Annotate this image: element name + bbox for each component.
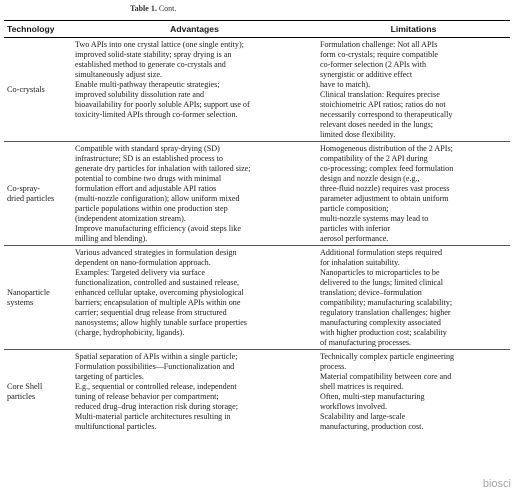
- advantages-line: improved solid-state stability; spray drying is an: [75, 50, 232, 59]
- table-row: [4, 142, 510, 246]
- limitations-cell: [317, 350, 510, 434]
- table-header-row: [4, 21, 510, 38]
- limitations-line: Often, multi-step manufacturing: [320, 392, 425, 401]
- limitations-line: three-fluid nozzle) requires vast process: [320, 184, 450, 193]
- technology-cell: [4, 350, 72, 434]
- table-row: [4, 350, 510, 434]
- advantages-line: Two APIs into one crystal lattice (one single entity);: [75, 40, 244, 49]
- advantages-line: Enable multi-pathway therapeutic strategies;: [75, 80, 220, 89]
- limitations-line: multi-nozzle systems may lead to: [320, 214, 429, 223]
- technology-line: Nanoparticle: [7, 288, 50, 297]
- technology-cell: [4, 142, 72, 246]
- table-caption: [130, 4, 176, 13]
- technology-line: Co-crystals: [7, 85, 45, 94]
- limitations-line: Material compatibility between core and: [320, 372, 452, 381]
- advantages-line: Formulation possibilities—Functionalization and: [75, 362, 235, 371]
- advantages-line: infrastructure; SD is an established process to: [75, 154, 223, 163]
- advantages-line: multifunctional particles.: [75, 422, 157, 431]
- limitations-line: relevant doses needed in the lungs;: [320, 120, 434, 129]
- advantages-line: improved solubility dissolution rate and: [75, 90, 205, 99]
- limitations-line: limited dose flexibility.: [320, 130, 396, 139]
- limitations-line: stoichiometric API ratios; ratios do not: [320, 100, 446, 109]
- limitations-line: parameter adjustment to obtain uniform: [320, 194, 449, 203]
- advantages-line: (charge, hydrophobicity, ligands).: [75, 328, 185, 337]
- limitations-line: Clinical translation: Requires precise: [320, 90, 440, 99]
- advantages-line: enhanced cellular uptake, overcoming physiological: [75, 288, 244, 297]
- limitations-line: translation; device–formulation: [320, 288, 422, 297]
- advantages-line: Spatial separation of APIs within a single particle;: [75, 352, 238, 361]
- technology-line: Core Shell: [7, 382, 43, 391]
- limitations-line: manufacturing, production cost.: [320, 422, 424, 431]
- technology-line: systems: [7, 298, 34, 307]
- limitations-cell: [317, 246, 510, 350]
- advantages-line: milling and blending).: [75, 234, 148, 243]
- header-advantages: Advantages: [72, 21, 317, 38]
- advantages-line: tuning of release behavior per compartment;: [75, 392, 219, 401]
- limitations-line: for inhalation suitability.: [320, 258, 400, 267]
- limitations-line: aerosol performance.: [320, 234, 389, 243]
- advantages-line: simultaneously adjust size.: [75, 70, 162, 79]
- comparison-table: [4, 20, 510, 433]
- limitations-line: design and nozzle design (e.g.,: [320, 174, 420, 183]
- technology-line: Co-spray-: [7, 184, 41, 193]
- advantages-line: Compatible with standard spray-drying (SD): [75, 144, 220, 153]
- table-continued-label: Cont.: [158, 4, 177, 13]
- advantages-line: (multi-nozzle configuration); allow uniform mixed: [75, 194, 240, 203]
- advantages-line: bioavailability for poorly soluble APIs; support use of: [75, 100, 250, 109]
- limitations-line: delivered to the lungs; limited clinical: [320, 278, 443, 287]
- advantages-line: (independent atomization stream).: [75, 214, 186, 223]
- advantages-line: targeting of particles.: [75, 372, 144, 381]
- advantages-cell: [72, 246, 317, 350]
- advantages-line: Multi-material particle architectures resulting in: [75, 412, 231, 421]
- advantages-line: Improve manufacturing efficiency (avoid steps like: [75, 224, 241, 233]
- limitations-cell: [317, 142, 510, 246]
- table-body: [4, 38, 510, 434]
- limitations-line: shell matrices is required.: [320, 382, 404, 391]
- limitations-line: regulatory translation challenges; higher: [320, 308, 451, 317]
- limitations-line: of manufacturing processes.: [320, 338, 412, 347]
- table-row: [4, 38, 510, 142]
- limitations-line: compatibility; manufacturing scalability;: [320, 298, 453, 307]
- limitations-line: Nanoparticles to microparticles to be: [320, 268, 440, 277]
- limitations-line: manufacturing complexity associated: [320, 318, 441, 327]
- advantages-line: Various advanced strategies in formulation design: [75, 248, 237, 257]
- limitations-line: particle composition;: [320, 204, 389, 213]
- technology-cell: [4, 246, 72, 350]
- advantages-line: generate dry particles for inhalation with tailored size;: [75, 164, 251, 173]
- advantages-cell: [72, 38, 317, 142]
- advantages-line: functionalization, controlled and sustained release,: [75, 278, 240, 287]
- advantages-cell: [72, 350, 317, 434]
- limitations-line: Technically complex particle engineering: [320, 352, 455, 361]
- technology-line: particles: [7, 392, 36, 401]
- table-row: [4, 246, 510, 350]
- limitations-line: synergistic or additive effect: [320, 70, 413, 79]
- limitations-line: with higher production cost; scalability: [320, 328, 447, 337]
- limitations-line: co-processing; complex feed formulation: [320, 164, 454, 173]
- header-limitations: Limitations: [317, 21, 510, 38]
- technology-line: dried particles: [7, 194, 55, 203]
- limitations-line: necessarily correspond to therapeutically: [320, 110, 453, 119]
- advantages-line: formulation effort and adjustable API ratios: [75, 184, 217, 193]
- advantages-cell: [72, 142, 317, 246]
- advantages-line: established method to generate co-crystals and: [75, 60, 226, 69]
- limitations-line: process.: [320, 362, 347, 371]
- advantages-line: reduced drug–drug interaction risk during storage;: [75, 402, 238, 411]
- limitations-cell: [317, 38, 510, 142]
- header-technology: Technology: [4, 21, 72, 38]
- limitations-line: form co-crystals; require compatible: [320, 50, 438, 59]
- limitations-line: particles with inferior: [320, 224, 391, 233]
- technology-cell: [4, 38, 72, 142]
- advantages-line: particle populations within one production step: [75, 204, 228, 213]
- limitations-line: Scalability and large-scale: [320, 412, 406, 421]
- limitations-line: Additional formulation steps required: [320, 248, 443, 257]
- table-label: Table 1.: [130, 4, 157, 13]
- advantages-line: potential to combine two drugs with minimal: [75, 174, 222, 183]
- advantages-line: Examples: Targeted delivery via surface: [75, 268, 205, 277]
- limitations-line: workflows involved.: [320, 402, 387, 411]
- limitations-line: Homogeneous distribution of the 2 APIs;: [320, 144, 453, 153]
- advantages-line: nanosystems; allow highly tunable surface properties: [75, 318, 247, 327]
- advantages-line: dependent on nano-formulation approach.: [75, 258, 211, 267]
- advantages-line: E.g., sequential or controlled release, independent: [75, 382, 237, 391]
- limitations-line: Formulation challenge: Not all APIs: [320, 40, 438, 49]
- limitations-line: have to match).: [320, 80, 371, 89]
- limitations-line: compatibility of the 2 API during: [320, 154, 428, 163]
- advantages-line: barriers; encapsulation of multiple APIs within one: [75, 298, 241, 307]
- advantages-line: carrier; sequential drug release from structured: [75, 308, 227, 317]
- advantages-line: toxicity-limited APIs through co-former selection.: [75, 110, 238, 119]
- watermark: biosci: [482, 478, 511, 490]
- limitations-line: co-former selection (2 APIs with: [320, 60, 427, 69]
